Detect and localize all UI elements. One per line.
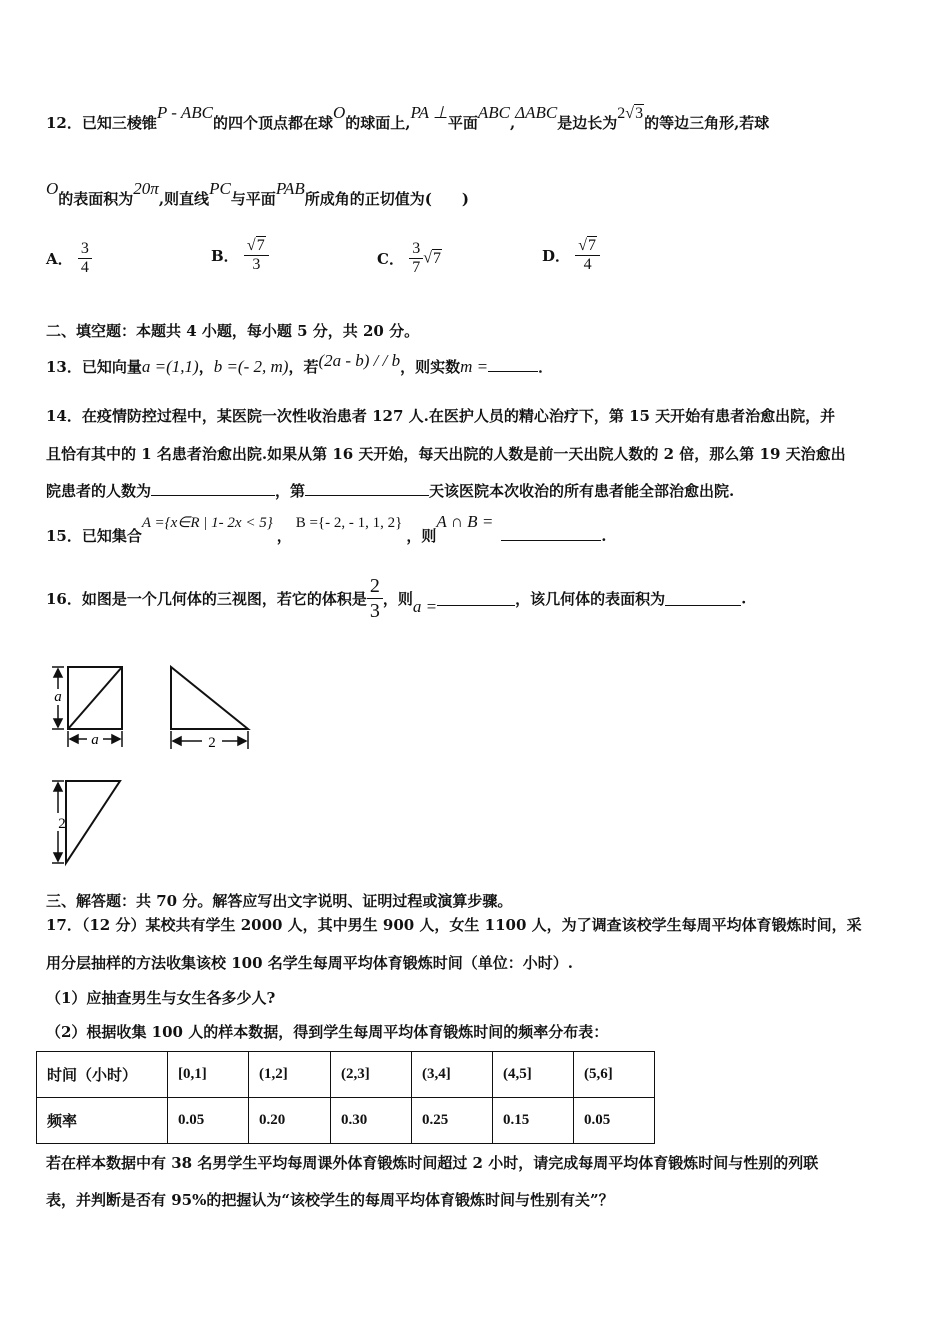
q15-blank[interactable]: [501, 526, 601, 541]
q14-line2: 且恰有其中的 1 名患者治愈出院.如果从第 16 天开始，每天出院的人数是前一天出院人数的 2 倍，那么第 19 天治愈出: [46, 445, 846, 463]
section-3-title: 三、解答题：共 70 分。解答应写出文字说明、证明过程或演算步骤。: [46, 892, 513, 910]
label-2-horizontal: 2: [208, 735, 216, 751]
q12-line1: 12．已知三棱锥P - ABC的四个顶点都在球O的球面上,PA ⊥平面ABC,ΔABC是边长为2√3的等边三角形,若球: [46, 103, 770, 132]
section-2-title: 二、填空题：本题共 4 小题，每小题 5 分，共 20 分。: [46, 322, 420, 340]
table-cell: 0.05: [168, 1098, 249, 1144]
option-c-fraction: $\frac{3}{7}$: [409, 240, 423, 277]
q13-blank[interactable]: [488, 357, 538, 372]
label-a-horizontal: a: [91, 732, 99, 748]
q15: 15．已知集合A ={x∈R | 1- 2x < 5}，B ={- 2, - 1, 1, 2}，则A ∩ B =.: [46, 512, 607, 545]
top-view: [66, 781, 120, 863]
option-b[interactable]: B． $\frac{√7}{3}$: [211, 237, 269, 274]
q16-fraction: $\frac{2}{3}$: [367, 574, 383, 623]
table-cell: 0.15: [493, 1098, 574, 1144]
q17-sub1: （1）应抽查男生与女生各多少人?: [46, 989, 276, 1007]
table-cell: 0.20: [249, 1098, 331, 1144]
q17-line1: 17．（12 分）某校共有学生 2000 人，其中男生 900 人，女生 1100 人，为了调查该校学生每周平均体育锻炼时间，采: [46, 916, 862, 934]
q16-blank-1[interactable]: [437, 591, 515, 606]
table-cell: 0.30: [331, 1098, 412, 1144]
table-header-cell: [0,1]: [168, 1052, 249, 1098]
q14-line1: 14．在疫情防控过程中，某医院一次性收治患者 127 人.在医护人员的精心治疗下，第 15 天开始有患者治愈出院，并: [46, 407, 836, 425]
table-header-cell: 时间（小时）: [37, 1052, 168, 1098]
q17-sub2: （2）根据收集 100 人的样本数据，得到学生每周平均体育锻炼时间的频率分布表：: [46, 1023, 609, 1041]
table-cell: 0.25: [412, 1098, 493, 1144]
table-row: [37, 1098, 655, 1144]
side-view: [171, 667, 248, 729]
q17-line3: 若在样本数据中有 38 名男学生平均每周课外体育锻炼时间超过 2 小时，请完成每周平均体育锻炼时间与性别的列联: [46, 1154, 819, 1172]
table-header-cell: (2,3]: [331, 1052, 412, 1098]
table-cell: 0.05: [574, 1098, 655, 1144]
option-d-fraction: $\frac{√7}{4}$: [575, 237, 600, 274]
q14-line3: 院患者的人数为 ，第 天该医院本次收治的所有患者能全部治愈出院.: [46, 482, 735, 500]
table-header-cell: (3,4]: [412, 1052, 493, 1098]
q17-line2: 用分层抽样的方法收集该校 100 名学生每周平均体育锻炼时间（单位：小时）.: [46, 954, 573, 972]
three-view-figure: [40, 655, 270, 875]
q13: 13．已知向量a =(1,1)，b =(- 2, m)，若(2a - b) / / b，则实数m = ．: [46, 351, 554, 376]
option-c-sqrt: √7: [423, 249, 441, 267]
option-d[interactable]: D． $\frac{√7}{4}$: [542, 237, 600, 274]
q14-blank-1[interactable]: [151, 481, 275, 496]
table-header-cell: (5,6]: [574, 1052, 655, 1098]
q17-line4: 表，并判断是否有 95%的把握认为“该校学生的每周平均体育锻炼时间与性别有关”？: [46, 1191, 614, 1209]
option-a[interactable]: A． $\frac{3}{4}$: [46, 240, 92, 277]
q14-blank-2[interactable]: [305, 481, 429, 496]
q16: 16．如图是一个几何体的三视图，若它的体积是 $\frac{2}{3}$ ，则a = ，该几何体的表面积为 .: [46, 575, 747, 622]
option-c[interactable]: C． $\frac{3}{7}$ √7: [377, 240, 441, 276]
table-header-cell: (4,5]: [493, 1052, 574, 1098]
two-sqrt3: 2√3: [617, 105, 644, 122]
option-a-fraction: $\frac{3}{4}$: [78, 240, 92, 277]
table-cell: 频率: [37, 1098, 168, 1144]
frequency-table: [36, 1051, 655, 1144]
label-2-vertical: 2: [58, 816, 66, 832]
front-view: [68, 667, 122, 729]
label-a-vertical: a: [54, 689, 62, 705]
option-b-fraction: $\frac{√7}{3}$: [244, 237, 269, 274]
table-row: [37, 1052, 655, 1098]
q16-blank-2[interactable]: [665, 591, 741, 606]
q12-line2: O的表面积为20π,则直线PC与平面PAB所成角的正切值为( ): [46, 179, 469, 208]
table-header-cell: (1,2]: [249, 1052, 331, 1098]
